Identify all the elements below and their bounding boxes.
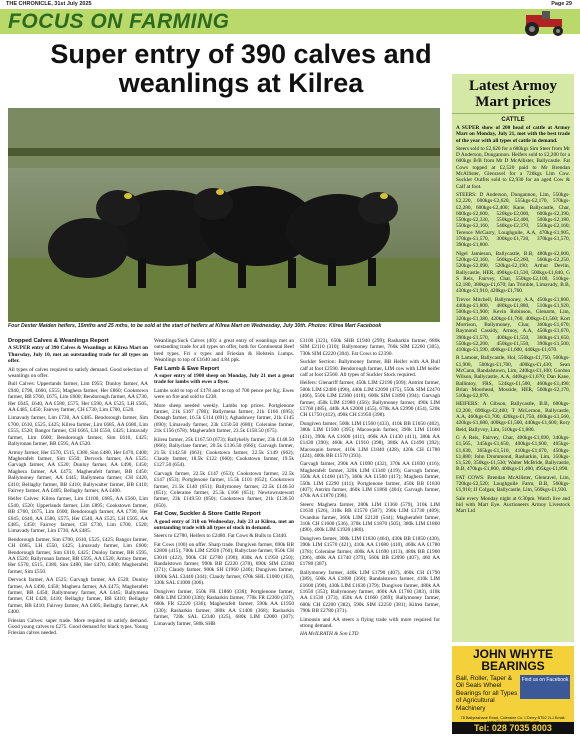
paragraph: R Lamont, Ballycastle, Hol, 550kgs-£1,750, 500kgs-£1,900, 500kgs-£1,700, 400kgs-£1,430; Sean McCann, Randalstown, Lim, 240kgs-£1,100; Gordon Wilson, Ballycastle, A.A, 440kgs-£1,670; Dan Kane, Ballintoy, FRS, 524kgs-£1,500, 460kgs-£1,490; Brian Moorhead, Mosside, HER, 560kgs-£2,170, 510kgs-£2,070.: [456, 355, 570, 400]
sidebar-body: [452, 123, 574, 519]
paragraph: Garvagh farmer, 290k AA £1090 (432), 370k AA £1830 (416); Magherafelt farmer, 320k LIM £1340 (419); Garvagh farmer, 350k AA £1460 (417), 360k AA £1500 (417); Maghera farmer, 550k LIM £2290 (411); Portglenone farmer, 450k BB £1830 (407); Antrim farmer, 460k LIM £1860 (404); Garvagh farmer, 470k AA £1870 (398).: [300, 461, 440, 500]
paragraph: Nigel Jamieson, Ballycastle, B.B, 480kgs-£2,000, 520kgs-£2,160, 560kgs-£2,260, 560kgs-£2,250, 520kgs-£2,090, 520kgs-£2,190; Arthur Devlin, Ballycastle, HER, 490kgs-£1,530, 500kgs-£1,840, G S Reis, Fairvey, Char, 550kgs-£2,100, 510kgs-£2,180, 380kgs-£1,670; Ian Trimble, Limavady, B.B, 430kgs-£1,910, 420kgs-£1,760.: [456, 250, 570, 295]
paragraph: Kilrea farmer, 25k £167.50 (673); Ballykelly farmer, 23k £148.50 (666); Ballyclare farmer, 20.5k £136.50 (666); Garvagh farmer, 21.5k £142.50 (663); Cookstown farmer, 22.5k £149 (662); Claudy farmer, 18.5k £122 (660); Cookstown farmer, 19.5k £127.50 (654).: [154, 436, 294, 469]
report-lead: A super entry of 1900 sheep on Monday, July 21 met a great trade for lambs with ewes a flyer.: [154, 373, 294, 386]
paragraph: FAT COWS: Brendan McAllister, Glenravel, Lim, 720kgs-£2,520; Loughguile Farm, B.B, 560kgs-£1,910; JJ Colgan, Ballycastle, Lim, 560kgs-£1,930.: [456, 474, 570, 494]
photo-caption: Four Dexter Maiden heifers, 15mths and 25 mths, to be sold at the start of heifers at Kilrea Mart on Wednesday, July 30th. Photos: Kilrea Mart Facebook: [8, 323, 382, 329]
report-lead: A good entry of 310 on Wednesday, July 23 at Kilrea, met an outstanding trade with all types of stock in demand.: [154, 518, 294, 531]
facebook-icon[interactable]: [520, 675, 570, 699]
paragraph: Dervock farmer, AA £525; Garvagh farmer, AA £520; Dunloy farmer, AA £490, £450; Maghera farmer, AA £475; Magherafelt farmer, BB £450; Ballymoney farmer, AA £445; Ballymena farmer, CH £420, £410; Bellaghy farmer, BB £410; Bellaghy farmer, BB £410; Fairvey farmer, AA £405; Bellaghy farmer, AA £400.: [8, 577, 148, 616]
paragraph: Weanlings/Suck Calves (40): a great entry of weanlings met an outstanding trade for all types on offer, both for Continental Beef bred types. Fri x types and Friesian & Holstein Lumps. Weanlings to top of £1640 and 4.84 ppk.: [154, 338, 294, 364]
report-heading: Dropped Calves & Weanlings Report: [8, 338, 109, 344]
section-title: FOCUS ON FARMING: [8, 10, 230, 33]
bearings-advert[interactable]: [452, 646, 574, 734]
paragraph: Dungiven farmer, 550k FR £1860 (338); Portglenone farmer, 680k LIM £2300 (338); Rasharkin farmer, 770k FR £2360 (337), 660k FR £2220 (336); Magherafelt farmer, 590k AA £1950 (330); Rasharkin farmer, 380k AA £1400 (368); Rasharkin farmer, 720k SAL £2340 (325), 680k LIM £2000 (307); Limavady farmer, 580k SHB: [154, 588, 294, 627]
page-number: Page 29: [551, 1, 572, 7]
paragraph: G A Reis, Fairvey, Char, 400kgs-£1,690, 340kgs-£1,565, 345kgs-£1,650, 400kgs-£1,600, 405kgs-£1,630, 365kgs-£1,510, 410kgs-£1,670, 450kgs-£1,880; John Drummond, Rasharkin, Lim, 350kgs-£1,520, 350kgs-£1,530; Walter McBride, Ballycastle, B.B, 470kgs-£1,800, 400kgs-£1,400, 495kgs-£1,890.: [456, 434, 570, 473]
headline: Super entry of 390 calves and weanlings at Kilrea: [50, 39, 432, 98]
article-column-2: [154, 338, 294, 733]
page-header: [0, 0, 580, 9]
sidebar-title: Latest Armoy Mart prices: [452, 74, 574, 114]
paragraph: Fat Cows (100) on offer. Sharp trade. Dungiven farmer, 690k BB £2800 (415); 700k LIM £2920 (760); Ballyclare farmer, 950k CH £3010 (422), 900k CH £2780 (390); 830k AA £1950 (250); Randalstown farmer, 990k BB £2220 (378), 690k SIM £2360 (371); Claudy farmer, 900k SH £1960 (246); Dungiven farmer, 1000k SAL £3440 (344); Claudy farmer, 670k SHL £1080 (163), 330k SAL £1000 (306).: [154, 541, 294, 587]
article-column-3: [300, 338, 440, 733]
paragraph: Limavady farmer, Lim £730, AA £485. Bendorough farmer, Sim £700, £610, £525, £425; Kilrea farmer, Lim £685, AA £680, Lim £555, £520; Bangor farmer, CH £665, LH £550, £425; Limavady farmer, Lim £600; Bendorough farmer, Sim £610, £425; Ballyronan farmer, BB £595, AA £520.: [8, 415, 148, 448]
paragraph: STEERS: D Anderson, Dungannon, Lim, 550kgs-£2,220, 600kgs-£2,620, 555kgs-£2,170, 570kgs-£2,280, 600kgs-£2,400; Kane, Ballycastle, Char, 600kgs-£2,600, 520kgs-£2,000, 600kgs-£2,390, 550kgs-£2,330, 550kgs-£2,400, 500kgs-£2,180, 550kgs-£2,160, 540kgs-£2,370, 550kgs-£2,160; Terence McGarry, Loughguile, A.A, 470kg-£1,905, 370kgs-£1,570, 300kgs-£1,720, 370kgs-£1,570, 390kgs-£1,800.: [456, 191, 570, 249]
paragraph: Limousin and AA steers a flying trade with more required for strong demand.: [300, 616, 440, 630]
facebook-label: Find us on Facebook: [521, 677, 569, 683]
paragraph: Heifers: Glenariff farmer, 450k LIM £2190 (509); Antrim farmer, 500k LIM £2480 (496), 440k LIM £2090 (475), 550k SIM £2470 (466), 550k LIM £2300 (418), 600k SIM £1890 (394); Garvagh farmer, 450k LIM £1980 (456); Ballymoney farmer, 490k LIM £1760 (485), 440k AA £2000 (455), 670k AA £2990 (454), 520k CH £1750 (412), 490k CH £1950 (398).: [300, 380, 440, 419]
paragraph: Dungiven farmer, 500k LIM £1560 (433), 410k BB £1650 (402), 380k LIM £1500 (395); Macosquin farmer, 390k LIM £1660 (431), 390k AA £1600 (411), 460k AA £1430 (411), 380k AA £1430 (390); 460k AA £1910 (398), 380k AA £1490 (392); Macosquin farmer, 410k LIM £1840 (428), 420k CH £1780 (424), 400k BB £1570 (393).: [300, 420, 440, 459]
paragraph: Armoy farmer, Her £570, £515, £380, Sim £480, Her £470, £400; Magherafelt farmer, Sim £550; Dervock farmer, AA £525; Garvagh farmer, AA £520; Dunloy farmer, AA £490, £450; Maghera farmer, AA £475; Magherafelt farmer, BB £450; Ballymoney farmer, AA £445; Ballymena farmer, CH £420, £410; Bellaghy farmer, BB £410; Ballywalter farmer, BB £410; Fairvey farmer, AA £405; Bellaghy farmer, AA £400.: [8, 449, 148, 494]
paragraph: Friesian Calves: super trade. More required to satisfy demand. Good young calves to £275. Good demand for black types. Young Friesian calves needed.: [8, 617, 148, 637]
report-heading: Fat Cow, Suckler & Store Cattle Report: [154, 511, 261, 518]
paragraph: All types of calves required to satisfy demand. Good selection of weanlings on offer.: [8, 366, 148, 380]
article-column-1: [8, 338, 148, 733]
paragraph: Steers: Maghera farmer, 280k LIM £1360 (579), 310k LIM £1630 (526), 310k BB £1570 (507), 290k LIM £1730 (409); Ovanduo farmer, 360k LIM £2120 (544); Magherafelt farmer, 310k CH £1600 (536), 370k LIM £1870 (505), 380k LIM £1860 (490), 400k LIM £1920 (480).: [300, 501, 440, 534]
paragraph: Garvagh farmer, 22.5k £147 (653); Cookstown farmer, 22.5k £147 (653); Portglenone farmer, 15.5k £101 (652); Cookstown farmer, 21.5k £140 (651); Ballymoney farmer, 22.5k £146.50 (651); Coleraine farmer, 25.5k £166 (651); Newtownstewart farmer, 23k £149.50 (650); Cookstown farmer, 21k £136.50 (650).: [154, 470, 294, 509]
section-banner: [0, 9, 580, 34]
advert-name: JOHN WHYTE BEARINGS: [472, 647, 553, 673]
advert-address: 78 Ballyrashane Road, Coleraine Co. L'Derry BT52 2LJ Email:: [460, 716, 566, 720]
paragraph: £3100 (323), 650k SHB £1940 (299); Rasharkin farmer, 680k SIM £2110 (310); Ballymoney farmer, 760k SIM £2260 (305), 730k SIM £2220 (304). Fat Cows to £2390.: [300, 338, 440, 357]
paragraph: Steers sold to £2,620 for a 680kgs Sim Steer from Mr D Anderson, Dungannon. Heifers sold to £2,200 for a 600kgs B/B from Mr D McAllister, Ballycastle. Fat Cows topped at £2,520 paid to Mr Brendan McAllister, Glenravel for a 720kgs Lim Cow. Suckler Outfits sold to £2,930 for an aged Cow & Calf at foot.: [456, 145, 570, 190]
advert-text: Ball, Roller, Taper & Oil Seals Wheel Bearings for all Types of Agricultural Machinery: [456, 675, 518, 712]
paragraph: HEIFERS: A Gibson, Ballycastle, B.B, 600kgs-£2,200, 690kgs-£2,400; T McLernon, Ballycastle, A.A, 460kgs-£1,700, 420kgs-£1,750, 460kgs-£1,560, 420kgs-£1,680, 400kgs-£1,500, 440kgs-£1,600; Rory Reid, Ballyvoy, Lim, 510kgs-£1,880.: [456, 401, 570, 433]
report-lead: A SUPER entry of 390 Calves & Weanlings at Kilrea Mart on Thursday, July 10, met an outstanding trade for all types on offer.: [8, 345, 148, 365]
paragraph: Sale every Monday night at 6:30pm. Watch live and bid with Mart Eye. Auctioneers Armoy Livestock Mart Ltd: [456, 495, 570, 515]
paragraph: Heifer Calves: Kilrea farmer, Lim £1100, £685, AA £560, Lim £540, £520; Upperlands farmer, Lim £895; Cookstown farmer, BB £760, £675, Lim £600; Bendorough farmer, AA £730, Her £645, £640, AA £580, £575, Her £540, AA £525, LH £505, AA £485, £450; Fairvey farmer, CH £730, Lim £700, £520; Limavady farmer, Lim £730, AA £485.: [8, 496, 148, 535]
publication-date: THE CHRONICLE, 31st July 2025: [6, 1, 92, 7]
cattle-photo: [8, 108, 440, 322]
sidebar-lead: A SUPER show of 200 head of cattle at Armoy Mart on Monday, July 21, met with the best trade of the year with all types of cattle in demand.: [456, 125, 570, 144]
paragraph: Dungiven farmer, 300k LIM £1830 (464), 430k BB £1850 (430), 390k LIM £1570 (421), 410k AA £1680 (410), 460k AA £1780 (378); Coleraine farmer, 400k AA £1690 (413), 480k BB £1900 (396), 460k AA £1740 (379), 560k BB £2090 (407), 460 AA £1780 (387).: [300, 535, 440, 568]
armoy-sidebar: [452, 74, 574, 642]
paragraph: Ballymoney farmer, 440k LIM £1790 (407), 460k CH £1790 (389), 500k AA £1800 (360); Randalstown farmer, 410k LIM £1600 (390), 430k LIM £1630 (379); Dungiven farmer, 480k AA £1650 (353); Ballymoney farmer, 460k AA £1760 (383), 410k AA £1530 (373), 450k AA £1660 (369); Ballymoney farmer, 600k CH £2200 (382), 590k SIM £2250 (381); Kilrea farmer, 790k BB £2780 (371).: [300, 569, 440, 615]
paragraph: Suckler Section: Ballymoney farmer, BB Heifer with AA Bull calf at foot £2590. Bendorough farmer, LIM cow with LIM heifer calf at foot £2560. All types of Suckler Stock required.: [300, 359, 440, 379]
sidebar-subheading: CATTLE: [501, 117, 525, 123]
advert-phone[interactable]: Tel: 028 7035 8003: [452, 722, 574, 734]
paragraph: More sheep needed weekly. Lambs top prices. Portglenone farmer, 21k £167 (780); Ballymena farmer, 21k £166 (695); Donagh farmer, 16.5k £114 (691); Aghadowey farmer, 21k £145 (690); Limavady farmer, 23k £150.50 (680); Coleraine farmer, 21k £156 (678); Magherafelt farmer, 23.5k £158.50 (675).: [154, 402, 294, 435]
report-heading: Fat Lamb & Ewe Report: [154, 365, 220, 372]
paragraph: Lambs sold to top of £178 and to top of 700 pence per Kg. Ewes were on fire and sold to £238.: [154, 387, 294, 401]
paragraph: Steers to £2780, Heifers to £2480. Fat Cows & Bulls to £3440.: [154, 533, 288, 540]
paragraph: Trevor Mitchell, Ballymoney, A.A, 450kgs-£1,800, 440kgs-£1,800, 480kgs-£1,880, 510kgs-£1,920, 500kgs-£1,900; Kevin Robinson, Glenarm, Lim, 320kgs-£1,380, 420kgs-£1,760, 400kgs-£1,560; Kort Morrison, Ballymoney, Char, 360kgs-£1,670; Raymond Cassidy, Armoy, A.A, 450kgs-£1,670, 390kgs-£1,570, 400kgs-£1,550, 360kgs-£1,650, 550kgs-£2,200, 450kgs-£1,550, 390kgs-£1,500, 410kgs-£1,590, 400kgs-£1,600, 440kgs-£1,670.: [456, 296, 570, 354]
tractor-icon: [512, 9, 572, 37]
paragraph: Bull Calves: Upperlands farmer, Lim £955; Dunloy farmer, AA £940, £790, £660, £555; Maghera farmer, Her £860; Cookstown farmer, BB £760, £675, Lim £600; Bendorough farmer, AA £730, Her £645, £640, AA £580, £575, Her £590, AA £525, LH £505, AA £485, £450; Fairvey farmer, CH £730, Lim £700, £520.: [8, 381, 148, 414]
paragraph: Bendorough farmer, Sim £700, £610, £525, £425; Bangor farmer, CH £665, LH £550, £425; Limavady farmer, Lim £600; Bendorough farmer, Sim £610, £425; Dunloy farmer, BB £595, AA £520; Ballyronan farmer, BB £595, AA £520; Armoy farmer, Her £570, £515, £380, Sim £480, Her £470, £400; Magherafelt farmer, Sim £550.: [8, 536, 148, 575]
signature: HA McILRATH & Son LTD: [300, 631, 359, 638]
